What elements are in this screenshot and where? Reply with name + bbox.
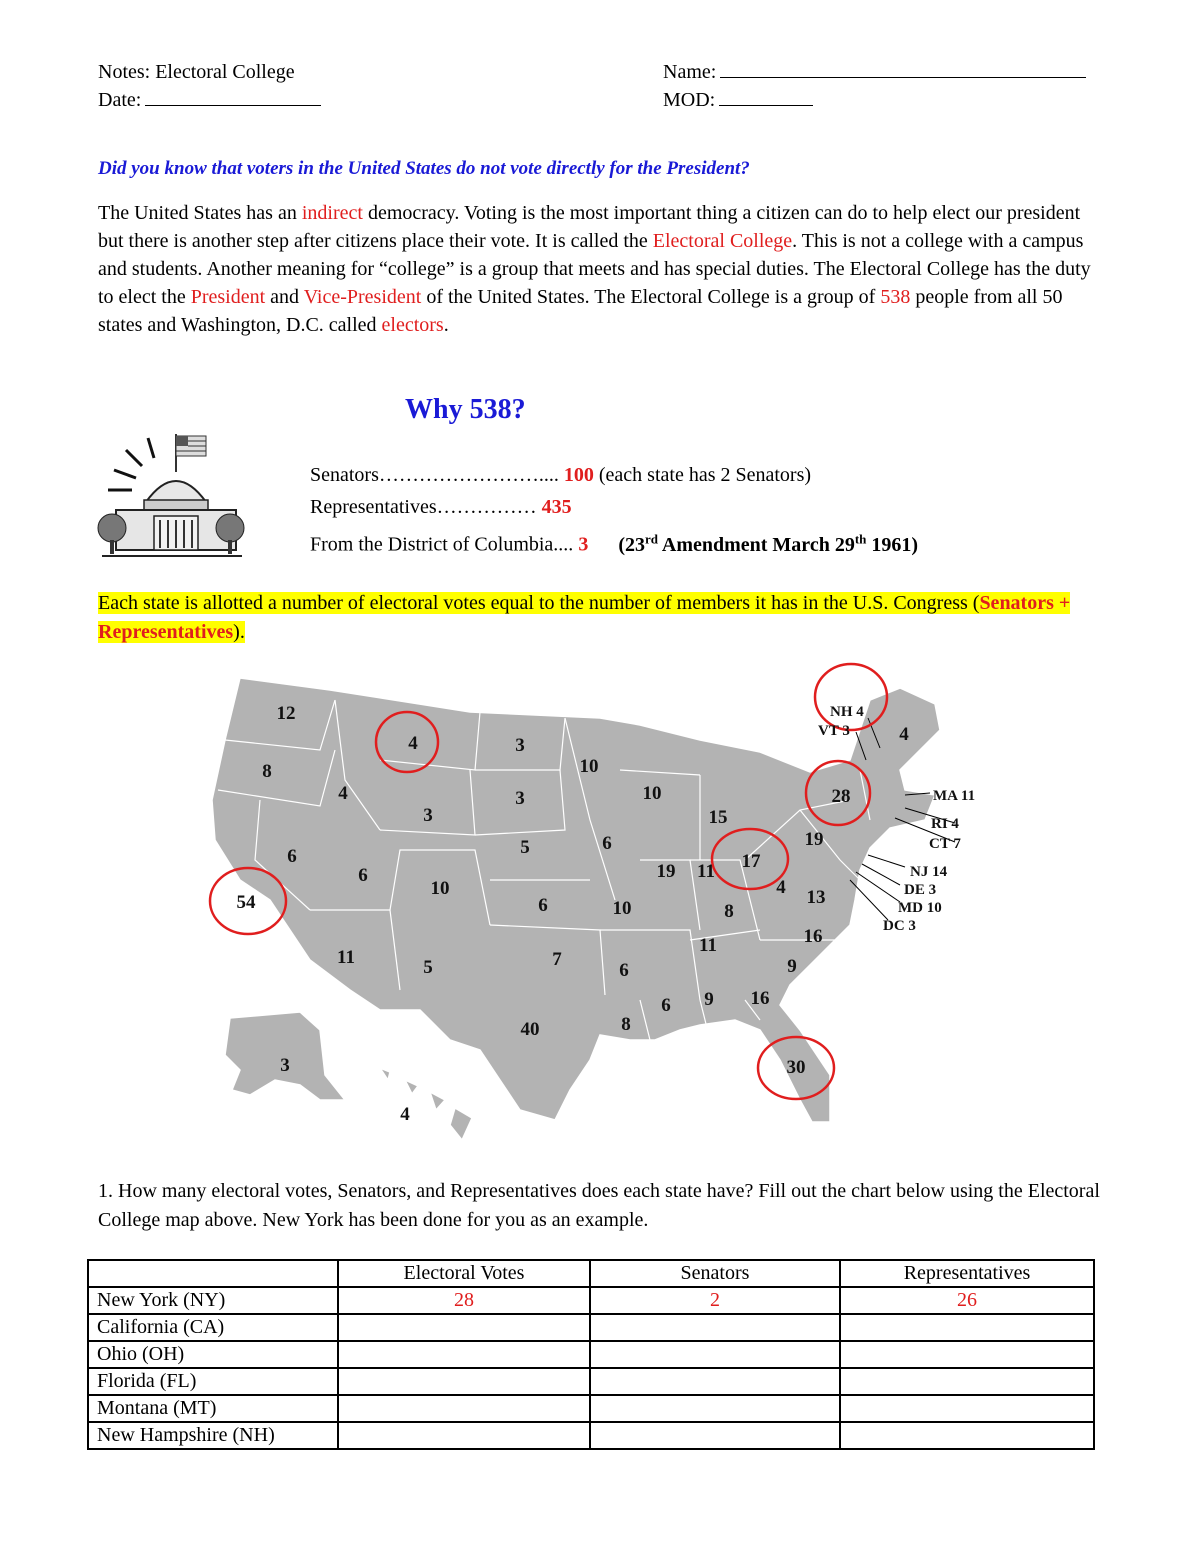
electoral-votes-cell[interactable] [338,1341,590,1368]
label-ct: CT 7 [929,836,961,852]
label-az: 11 [337,947,355,968]
label-mi: 15 [708,807,728,828]
representatives-cell[interactable]: 26 [840,1287,1094,1314]
why-538-heading: Why 538? [405,394,526,425]
electoral-map [188,662,1188,1148]
hawaii-shape [380,1068,472,1140]
term-electoral-college: Electoral College [652,230,793,252]
label-ak: 3 [280,1055,290,1076]
date-label: Date: [98,89,142,111]
label-mo: 10 [612,898,632,919]
label-co: 10 [430,878,450,899]
state-cell: New Hampshire (NH) [88,1422,338,1449]
label-mt: 4 [408,733,418,754]
label-nd: 3 [515,735,525,756]
table-header-cell: Representatives [840,1260,1094,1287]
notes-title: Notes: Electoral College [98,61,295,83]
electoral-votes-cell[interactable] [338,1395,590,1422]
label-ok: 7 [552,949,562,970]
name-field [663,58,1086,86]
label-wy: 3 [423,805,433,826]
label-wi: 10 [642,783,662,804]
senators-cell[interactable] [590,1314,840,1341]
representatives-cell[interactable] [840,1422,1094,1449]
label-il: 19 [656,861,676,882]
label-id: 4 [338,783,348,804]
table-header-cell [88,1260,338,1287]
senators-cell[interactable] [590,1368,840,1395]
table-row [88,1341,1094,1368]
mod-blank[interactable] [719,87,813,106]
senators-count: 100 [563,464,594,486]
table-header-cell: Senators [590,1260,840,1287]
representatives-cell[interactable] [840,1395,1094,1422]
senators-cell[interactable] [590,1422,840,1449]
representatives-line: Representatives…………… 435 [310,496,572,518]
label-ky: 8 [724,901,734,922]
label-pa: 19 [804,829,824,850]
label-oh: 17 [741,851,761,872]
label-ut: 6 [358,865,368,886]
label-nm: 5 [423,957,433,978]
label-ia: 6 [602,833,612,854]
label-ar: 6 [619,960,629,981]
label-ma: MA 11 [933,788,976,804]
representatives-count: 435 [541,496,572,518]
representatives-cell[interactable] [840,1368,1094,1395]
capitol-clipart [96,432,246,562]
state-cell: Florida (FL) [88,1368,338,1395]
table-row [88,1287,1094,1314]
state-cell: Montana (MT) [88,1395,338,1422]
label-nc: 16 [803,926,823,947]
electoral-votes-cell[interactable] [338,1422,590,1449]
label-tx: 40 [520,1019,540,1040]
senators-cell[interactable] [590,1395,840,1422]
term-vice-president: Vice-President [303,286,422,308]
dc-line: From the District of Columbia.... 3 (23rd Amendment March 29th 1961) [310,531,919,556]
term-president: President [190,286,266,308]
senators-line: Senators…………………….... 100 (each state has 2 Senators) [310,464,812,486]
label-de: DE 3 [904,882,937,898]
allotted-statement: Each state is allotted a number of electoral votes equal to the number of members it has in the U.S. Congress (Senators + Representatives). [98,592,1071,643]
table-row [88,1395,1094,1422]
label-ms: 6 [661,995,671,1016]
table-row [88,1368,1094,1395]
name-blank[interactable] [720,59,1086,78]
label-vt: VT 3 [818,723,850,739]
question-1: 1. How many electoral votes, Senators, and Representatives does each state have? Fill out the chart below using the Electoral College map above. New York has been done for you as an example. [98,1180,1100,1231]
label-in: 11 [697,861,715,882]
label-sd: 3 [515,788,525,809]
label-or: 8 [262,761,272,782]
name-label: Name: [663,61,717,83]
label-va: 13 [806,887,826,908]
representatives-cell[interactable] [840,1341,1094,1368]
intro-paragraph: The United States has an indirect democracy. Voting is the most important thing a citizen can do to help elect our president but there is another step after citizens place their vote. It is called the Electoral College. This is not a college with a campus and students. Another meaning for “college” is a group that meets and has special duties. The Electoral College has the duty to elect the President and Vice-President of the United States. The Electoral College is a group of 538 people from all 50 states and Washington, D.C. called electors. [98,202,1091,336]
table-row [88,1314,1094,1341]
senators-plus-representatives: Senators + Representatives [98,592,1071,643]
label-me: 4 [899,724,909,745]
representatives-cell[interactable] [840,1314,1094,1341]
label-nv: 6 [287,846,297,867]
term-electors: electors [381,314,444,336]
electoral-table [87,1259,1095,1450]
label-ny: 28 [831,786,851,807]
term-538: 538 [880,286,911,308]
senators-cell[interactable]: 2 [590,1287,840,1314]
label-la: 8 [621,1014,631,1035]
label-ca: 54 [236,892,256,913]
amendment-note: (23rd Amendment March 29th 1961) [618,531,919,556]
label-tn: 11 [699,935,717,956]
did-you-know-heading: Did you know that voters in the United States do not vote directly for the President? [98,158,750,179]
label-ne: 5 [520,837,530,858]
label-hi: 4 [400,1104,410,1125]
date-blank[interactable] [145,87,321,106]
mod-field [663,86,813,114]
label-nj: NJ 14 [910,864,948,880]
date-field [98,86,321,114]
label-wa: 12 [276,703,296,724]
state-cell: New York (NY) [88,1287,338,1314]
label-ga: 16 [750,988,770,1009]
dc-count: 3 [578,533,589,556]
table-header-cell: Electoral Votes [338,1260,590,1287]
label-wv: 4 [776,877,786,898]
senators-cell[interactable] [590,1341,840,1368]
label-dc: DC 3 [883,918,916,934]
electoral-votes-cell[interactable] [338,1314,590,1341]
table-header-row [88,1260,1094,1287]
label-fl: 30 [786,1057,806,1078]
label-nh: NH 4 [830,704,864,720]
label-md: MD 10 [898,900,942,916]
label-al: 9 [704,989,714,1010]
mod-label: MOD: [663,89,716,111]
label-mn: 10 [579,756,599,777]
label-sc: 9 [787,956,797,977]
label-ri: RI 4 [931,816,959,832]
label-ks: 6 [538,895,548,916]
state-cell: California (CA) [88,1314,338,1341]
state-cell: Ohio (OH) [88,1341,338,1368]
table-row [88,1422,1094,1449]
electoral-votes-cell[interactable] [338,1368,590,1395]
term-indirect: indirect [301,202,363,224]
electoral-votes-cell[interactable]: 28 [338,1287,590,1314]
